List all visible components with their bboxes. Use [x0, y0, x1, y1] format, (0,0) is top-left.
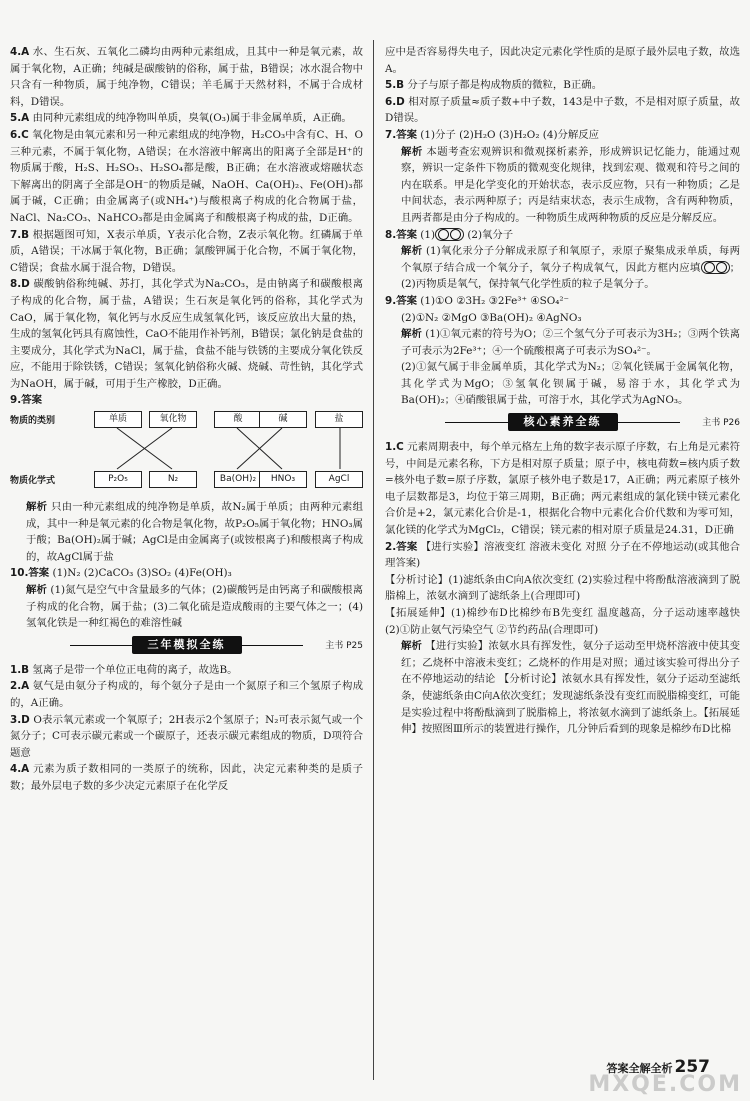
formula-box: HNO₃ [259, 471, 307, 488]
answer-line: 【拓展延伸】(1)棉纱布D比棉纱布B先变红 温度越高，分子运动速率越快 (2)①防止氨气污染空气 ②节约药品(合理即可) [385, 607, 740, 636]
formula-box: AgCl [315, 471, 363, 488]
answer-item: 3.D O表示氧元素或一个氧原子；2H表示2个氢原子；N₂可表示氮气或一个氮分子；C可表示碳元素或一个碳原子，还表示碳元素组成的物质，D项符合题意 [10, 713, 363, 759]
category-box: 酸 [214, 411, 262, 428]
row-label-formula: 物质化学式 [10, 476, 56, 487]
section-title: 三年模拟全练 [132, 636, 242, 654]
answer-item: 1.C 元素周期表中，每个单元格左上角的数字表示原子序数，右上角是元素符号，中间是元素名称，下方是相对原子质量；原子中，核电荷数=核内质子数=核外电子数=原子序数，氯原子核外电子数是17，A正确；两元素原子核外电子层数都是3，均位于第三周期，B正确；两元素组成的氯化镁中镁元素化合价是+2，氯元素化合价是-1，根据化合物中元素化合价代数和为零可知，氯化镁的化学式为MgCl₂，C错误；镁元素的相对原子质量是24.31，D正确 [385, 441, 741, 537]
answer-item: 4.A 元素为质子数相同的一类原子的统称，因此，决定元素种类的是质子数；最外层电子数的多少决定元素原子在化学反 [10, 763, 363, 792]
analysis-continued: (2)①氮气属于非金属单质，其化学式为N₂；②氧化镁属于金属氧化物，其化学式为MgO；③氢氧化钡属于碱，易溶于水，其化学式为Ba(OH)₂；④硝酸银属于盐，可溶于水，其化学式为AgNO₃。 [401, 361, 740, 407]
analysis: 解析 (1)①氧元素的符号为O；②三个氢气分子可表示为3H₂；③两个铁离子可表示为2Fe³⁺；④一个硫酸根离子可表示为SO₄²⁻。 [401, 328, 741, 357]
answer-item: 8.答案 (1) (2)氧分子 [385, 228, 514, 241]
answer-item: 2.答案 【进行实验】溶液变红 溶液未变化 对照 分子在不停地运动(或其他合理答案) [385, 540, 740, 570]
answer-item: 9.答案 [10, 394, 42, 407]
category-box: 单质 [94, 411, 142, 428]
section-page-ref: 主书 P26 [702, 418, 740, 429]
answer-line: 【分析讨论】(1)滤纸条由C向A依次变红 (2)实验过程中将酚酞溶液滴到了脱脂棉上，浓氨水滴到了滤纸条上(合理即可) [385, 573, 740, 603]
section-page-ref: 主书 P25 [325, 640, 363, 651]
category-box: 氧化物 [149, 411, 197, 428]
row-label-category: 物质的类别 [10, 416, 56, 427]
column-divider [373, 40, 374, 1080]
analysis: 解析 只由一种元素组成的纯净物是单质，故N₂属于单质；由两种元素组成，其中一种是氧元素的化合物是氧化物，故P₂O₅属于氧化物；HNO₃属于酸；Ba(OH)₂属于碱；AgCl是由金属离子(或铵根离子)和酸根离子构成的，故AgCl属于盐 [26, 501, 363, 563]
analysis: 解析 【进行实验】浓氨水具有挥发性，氨分子运动至甲烧杯溶液中使其变红；乙烧杯中溶液未变红；乙烧杯的作用是对照；通过该实验可得出分子在不停地运动的结论 【分析讨论】浓氨水具有挥发性，氨分子运动至滤纸条，使滤纸条由C向A依次变红；发现滤纸条没有变红而脱脂棉变红，可能是实验过程中将酚酞滴到了脱脂棉上，将浓氨水滴到了滤纸条上。【拓展延伸】按照图Ⅲ所示的装置进行操作，几分钟后看到的现象是棉纱布D比棉 [401, 640, 740, 736]
answer-item: 6.D 相对原子质量≈质子数+中子数，143是中子数，不是相对原子质量，故D错误。 [385, 95, 740, 125]
footer-title: 答案全解全析 [606, 1062, 673, 1075]
oxygen-molecule-icon [435, 228, 464, 241]
answer-item: 7.B 根据题图可知，X表示单质，Y表示化合物，Z表示氧化物。红磷属于单质，A错误；干冰属于氧化物，B正确；氯酸钾属于化合物，不属于氧化物，C错误；食盐水属于混合物，D错误。 [10, 228, 363, 274]
answer-item: 5.B 分子与原子都是构成物质的微粒，B正确。 [385, 79, 603, 92]
classification-diagram [10, 411, 363, 493]
answer-item: 5.A 由同种元素组成的纯净物叫单质，臭氧(O₃)属于非金属单质，A正确。 [10, 112, 352, 125]
formula-box: Ba(OH)₂ [214, 471, 262, 488]
answer-item: 9.答案 (1)①O ②3H₂ ③2Fe³⁺ ④SO₄²⁻ [385, 294, 570, 307]
formula-box: N₂ [149, 471, 197, 488]
section-title: 核心素养全练 [508, 413, 618, 431]
formula-box: P₂O₅ [94, 471, 142, 488]
answer-item: 10.答案 (1)N₂ (2)CaCO₃ (3)SO₂ (4)Fe(OH)₃ [10, 567, 232, 580]
continued-text: 应中是否容易得失电子，因此决定元素化学性质的是原子最外层电子数，故选A。 [385, 46, 740, 75]
category-box: 盐 [315, 411, 363, 428]
section-header [385, 413, 740, 433]
answer-item: 4.A 水、生石灰、五氧化二磷均由两种元素组成，且其中一种是氧元素，故属于氧化物，A正确；纯碱是碳酸钠的俗称，属于盐，B错误；冰水混合物中只含有一种物质，属于纯净物，C错误；羊毛属于天然材料，不属于合成材料，D错误。 [10, 46, 363, 108]
analysis: 解析 本题考查宏观辨识和微观探析素养，形成辨识记忆能力，能通过观察，辨识一定条件下物质的微观变化规律，找到宏观、微观和符号之间的内在联系。甲是化学变化的开始状态，表示反应物，只有一种物质；乙是中间状态，表示两种原子；丙是结束状态，表示生成物，含有两种物质，且两者都是由分子构成的。一种物质生成两种物质的反应是分解反应。 [401, 145, 741, 224]
answer-item: 7.答案 (1)分子 (2)H₂O (3)H₂O₂ (4)分解反应 [385, 128, 600, 141]
answer-item: 2.A 氨气是由氨分子构成的，每个氨分子是由一个氮原子和三个氢原子构成的，A正确。 [10, 680, 363, 709]
analysis: 解析 (1)氮气是空气中含量最多的气体；(2)碳酸钙是由钙离子和碳酸根离子构成的化合物，属于盐；(3)二氧化硫是造成酸雨的主要气体之一；(4)氢氧化铁是一种红褐色的难溶性碱 [26, 584, 364, 630]
analysis: 解析 (1)氧化汞分子分解成汞原子和氧原子，汞原子聚集成汞单质，每两个氧原子结合成一个氧分子，氧分子构成氧气，因此方框内应填 ；(2)丙物质是氧气，保持氧气化学性质的粒子是氧分子。 [401, 245, 741, 291]
answer-item: 6.C 氧化物是由氧元素和另一种元素组成的纯净物，H₂CO₃中含有C、H、O三种元素，不属于氧化物，A错误；在水溶液中解离出的阳离子全部是H⁺的物质属于酸，H₂S、H₂SO₃、H₂SO₄都是酸，B正确；在水溶液或熔融状态下解离出的阴离子全部是OH⁻的物质是碱，NaOH、Ca(OH)₂、Fe(OH)₃都属于碱，C正确；由金属离子(或NH₄⁺)与酸根离子构成的化合物属于盐，NaCl、Na₂CO₃、NaHCO₃都是由金属离子和酸根离子构成的盐，D正确。 [10, 128, 364, 224]
answer-line: (2)①N₂ ②MgO ③Ba(OH)₂ ④AgNO₃ [401, 311, 582, 324]
category-box: 碱 [259, 411, 307, 428]
left-column [10, 44, 363, 795]
answer-item: 1.B 氢离子是带一个单位正电荷的离子，故选B。 [10, 663, 238, 676]
page-number: 257 [674, 1057, 710, 1077]
watermark-logo: MXQE.COM [588, 1072, 742, 1097]
oxygen-molecule-icon [701, 261, 730, 274]
right-column [385, 44, 740, 738]
answer-item: 8.D 碳酸钠俗称纯碱、苏打，其化学式为Na₂CO₃，是由钠离子和碳酸根离子构成的化合物，属于盐，A错误；生石灰是氧化钙的俗称，其化学式为CaO，属于氧化物，氧化钙与水反应生成氢氧化钙，该反应放出大量的热，生成的氢氧化钙具有腐蚀性，CaO不能用作补钙剂，B错误；氯化钠是食盐的主要成分，其化学式为NaCl，属于盐，食盐不能与铁锈的主要成分氧化铁反应，不能用于除铁锈，C错误；氢氧化钠俗称火碱、烧碱、苛性钠，其化学式为NaOH，属于碱，可用于生产橡胶，D正确。 [10, 278, 363, 390]
section-header [10, 636, 363, 656]
